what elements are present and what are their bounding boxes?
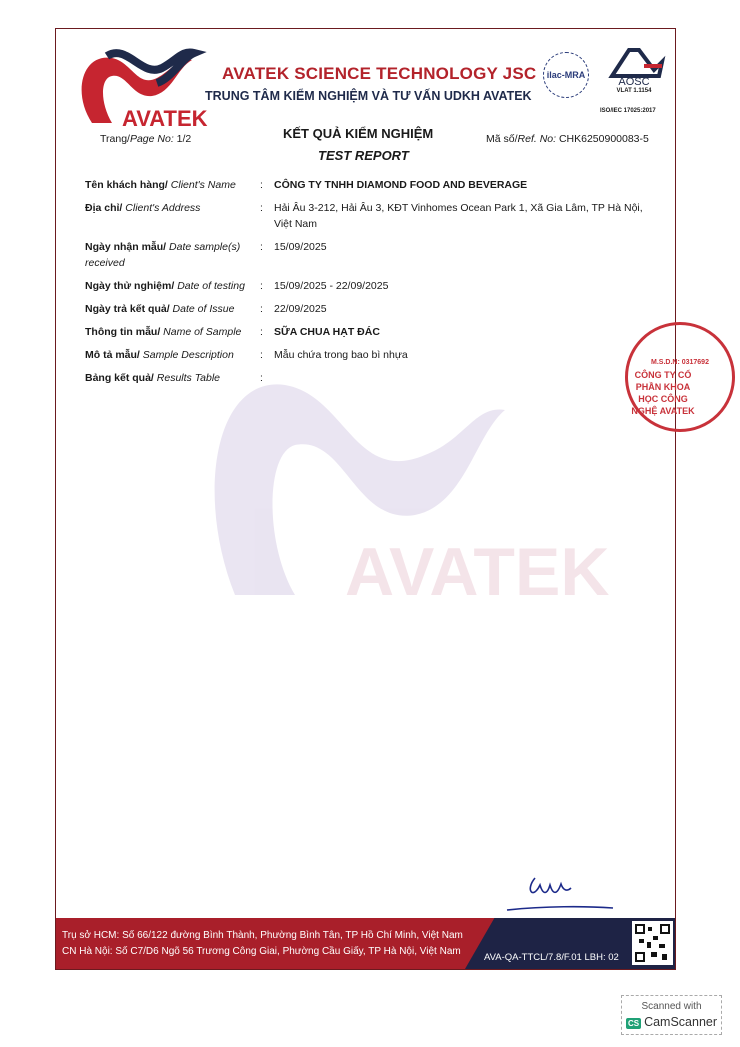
camscanner-icon: CS (627, 1019, 640, 1028)
form-code: AVA-QA-TTCL/7.8/F.01 LBH: 02 (484, 952, 619, 963)
svg-text:AVATEK: AVATEK (345, 534, 610, 610)
page-number: Trang/Page No: 1/2 (100, 133, 192, 145)
title-en: TEST REPORT (318, 148, 409, 163)
field-results-table: Bảng kết quả/ Results Table : (85, 372, 263, 384)
camscanner-badge: Scanned with CS CamScanner (621, 995, 722, 1035)
field-client-address: Địa chỉ/ Client's Address : Hải Âu 3-212, Hải Âu 3, KĐT Vinhomes Ocean Park 1, Xã Gia Lâm, TP Hà Nội, Việt Nam (85, 202, 643, 230)
footer-hcm-address: Trụ sở HCM: Số 66/122 đường Bình Thành, Phường Bình Tân, TP Hồ Chí Minh, Việt Nam (62, 930, 463, 941)
avatek-logo (72, 38, 208, 133)
iso-label: ISO/IEC 17025:2017 (600, 108, 656, 114)
signature (505, 870, 615, 915)
field-date-received: Ngày nhận mẫu/ Date sample(s) received : 15/09/2025 (85, 241, 327, 269)
svg-text:AVATEK: AVATEK (122, 106, 208, 131)
field-date-testing: Ngày thử nghiệm/ Date of testing : 15/09/2025 - 22/09/2025 (85, 280, 389, 292)
center-name: TRUNG TÂM KIỂM NGHIỆM VÀ TƯ VẤN UDKH AVATEK (205, 89, 532, 103)
ilac-mra-logo: ilac-MRA (543, 52, 589, 98)
title-vi: KẾT QUẢ KIỂM NGHIỆM (283, 126, 434, 141)
aosc-triangle-icon (604, 48, 664, 78)
ref-number: Mã số/Ref. No: CHK6250900083-5 (486, 133, 649, 145)
company-name: AVATEK SCIENCE TECHNOLOGY JSC (222, 64, 537, 83)
field-date-issue: Ngày trả kết quả/ Date of Issue : 22/09/2025 (85, 303, 327, 315)
field-sample-description: Mô tả mẫu/ Sample Description : Mẫu chứa trong bao bì nhựa (85, 349, 408, 361)
report-fields (85, 177, 655, 393)
footer-hanoi-address: CN Hà Nội: Số C7/D6 Ngõ 56 Trương Công Giai, Phường Cầu Giấy, TP Hà Nội, Việt Nam (62, 946, 461, 957)
qr-code-icon (632, 921, 673, 965)
field-sample-name: Thông tin mẫu/ Name of Sample : SỮA CHUA HẠT ĐÁC (85, 326, 380, 338)
field-client-name: Tên khách hàng/ Client's Name : CÔNG TY TNHH DIAMOND FOOD AND BEVERAGE (85, 179, 528, 191)
aosc-logo: AOSC VLAT 1.1154 (604, 48, 664, 118)
company-stamp: M.S.D.N: 0317692 CÔNG TY CỔ PHẦN KHOA HỌC CÔNG NGHỆ AVATEK (625, 322, 735, 432)
